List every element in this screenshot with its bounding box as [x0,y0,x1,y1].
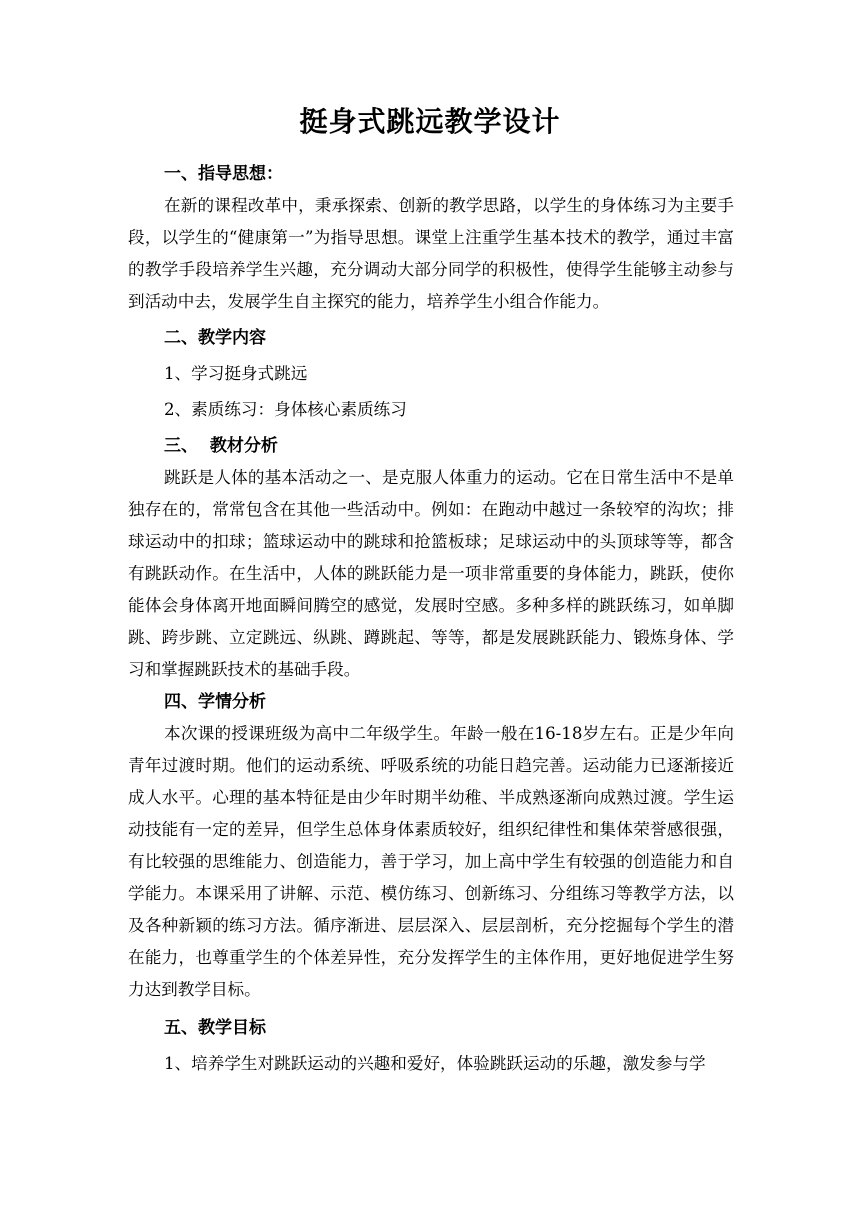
section-heading: 四、学情分析 [164,692,266,712]
section-student-analysis [128,686,734,1006]
section-heading: 一、指导思想： [164,164,283,184]
document-body [128,158,734,1080]
paragraph: 本次课的授课班级为高中二年级学生。年龄一般在16-18岁左右。正是少年向青年过渡时期。他们的运动系统、呼吸系统的功能日趋完善。运动能力已逐渐接近成人水平。心理的基本特征是由少年时期半幼稚、半成熟逐渐向成熟过渡。学生运动技能有一定的差异，但学生总体身体素质较好，组织纪律性和集体荣誉感很强，有比较强的思维能力、创造能力，善于学习，加上高中学生有较强的创造能力和自学能力。本课采用了讲解、示范、模仿练习、创新练习、分组练习等教学方法，以及各种新颖的练习方法。循序渐进、层层深入、层层剖析，充分挖掘每个学生的潜在能力，也尊重学生的个体差异性，充分发挥学生的主体作用，更好地促进学生努力达到教学目标。 [128,724,734,999]
list-item: 1、培养学生对跳跃运动的兴趣和爱好，体验跳跃运动的乐趣，激发参与学 [164,1054,706,1073]
paragraph: 在新的课程改革中，秉承探索、创新的教学思路，以学生的身体练习为主要手段，以学生的“健康第一”为指导思想。课堂上注重学生基本技术的教学，通过丰富的教学手段培养学生兴趣，充分调动大部分同学的积极性，使得学生能够主动参与到活动中去，发展学生自主探究的能力，培养学生小组合作能力。 [128,196,734,311]
paragraph: 跳跃是人体的基本活动之一、是克服人体重力的运动。它在日常生活中不是单独存在的，常常包含在其他一些活动中。例如：在跑动中越过一条较窄的沟坎；排球运动中的扣球；篮球运动中的跳球和抢篮板球；足球运动中的头顶球等等，都含有跳跃动作。在生活中，人体的跳跃能力是一项非常重要的身体能力，跳跃，使你能体会身体离开地面瞬间腾空的感觉，发展时空感。多种多样的跳跃练习，如单脚跳、跨步跳、立定跳远、纵跳、蹲跳起、等等，都是发展跳跃能力、锻炼身体、学习和掌握跳跃技术的基础手段。 [128,468,734,679]
list-item: 1、学习挺身式跳远 [164,364,308,383]
document-title: 挺身式跳远教学设计 [299,105,561,138]
list-item: 2、素质练习：身体核心素质练习 [164,400,407,419]
section-teaching-content [128,322,734,426]
section-heading: 二、教学内容 [164,328,266,348]
section-teaching-goals [128,1012,734,1080]
section-material-analysis [128,430,734,686]
section-heading: 五、教学目标 [164,1018,266,1038]
section-heading: 三、 教材分析 [164,436,278,456]
section-guiding-ideology [128,158,734,318]
